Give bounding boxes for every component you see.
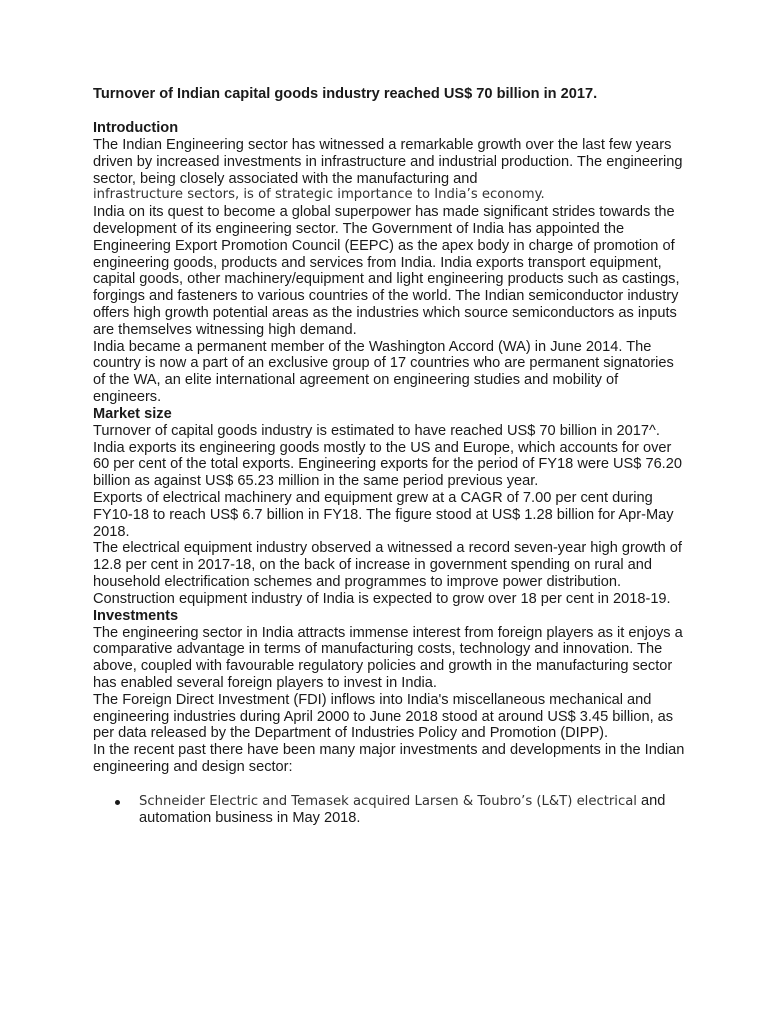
bullet-icon	[115, 800, 120, 805]
market-size-paragraph-5: Construction equipment industry of India is expected to grow over 18 per cent in 2018-19.	[93, 590, 671, 607]
investments-paragraph-2: The Foreign Direct Investment (FDI) inflows into India's miscellaneous mechanical and engineering industries during April 2000 to June 2018 stood at around US$ 3.45 billion, as per data released by the Department of Industries Policy and Promotion (DIPP).	[93, 691, 674, 742]
market-size-paragraph-4: The electrical equipment industry observed a witnessed a record seven-year high growth of 12.8 per cent in 2017-18, on the back of increase in government spending on rural and household electrification schemes and programmes to improve power distribution.	[93, 540, 682, 590]
bullet-lead-text: Schneider Electric and Temasek acquired Larsen & Toubro’s (L&T) electrical	[139, 793, 637, 809]
market-size-paragraph-3: Exports of electrical machinery and equipment grew at a CAGR of 7.00 per cent during FY10-18 to reach US$ 6.7 billion in FY18. The figure stood at US$ 1.28 billion for Apr-May 2018.	[93, 489, 674, 540]
investments-heading: Investments	[93, 607, 179, 624]
document-title: Turnover of Indian capital goods industry reached US$ 70 billion in 2017.	[93, 86, 598, 102]
market-size-paragraph-2: India exports its engineering goods mostly to the US and Europe, which accounts for over 60 per cent of the total exports. Engineering exports for the period of FY18 were US$ 76.20 billion as against US$ 65.23 million in the same period previous year.	[93, 439, 682, 490]
bullet-tail-text: and automation business in May 2018.	[139, 792, 666, 827]
market-size-heading: Market size	[93, 405, 172, 422]
market-size-paragraph-1: Turnover of capital goods industry is estimated to have reached US$ 70 billion in 2017^.	[93, 422, 660, 439]
introduction-paragraph-1-tail: infrastructure sectors, is of strategic importance to India’s economy.	[93, 187, 545, 203]
list-item	[93, 793, 688, 828]
investments-paragraph-1: The engineering sector in India attracts immense interest from foreign players as it enjoys a comparative advantage in terms of manufacturing costs, technology and innovation. The above, coupled with favourable regulatory policies and growth in the manufacturing sector has enabled several foreign players to invest in India.	[93, 624, 683, 691]
investments-paragraph-3: In the recent past there have been many major investments and developments in the Indian engineering and design sector:	[93, 742, 685, 775]
introduction-paragraph-1: The Indian Engineering sector has witnessed a remarkable growth over the last few years driven by increased investments in infrastructure and industrial production. The engineering sector, being closely associated with the manufacturing and	[93, 137, 683, 187]
investments-bullet-list	[93, 793, 688, 828]
spacer	[93, 776, 688, 793]
introduction-heading: Introduction	[93, 120, 179, 136]
introduction-paragraph-3: India became a permanent member of the Washington Accord (WA) in June 2014. The country is now a part of an exclusive group of 17 countries who are permanent signatories of the WA, an elite international agreement on engineering studies and mobility of engineers.	[93, 338, 674, 405]
introduction-paragraph-2: India on its quest to become a global superpower has made significant strides towards the development of its engineering sector. The Government of India has appointed the Engineering Export Promotion Council (EEPC) as the apex body in charge of promotion of engineering goods, products and services from India. India exports transport equipment, capital goods, other machinery/equipment and light engineering products such as castings, forgings and fasteners to various countries of the world. The Indian semiconductor industry offers high growth potential areas as the industries which source semiconductors as inputs are themselves witnessing high demand.	[93, 204, 680, 338]
